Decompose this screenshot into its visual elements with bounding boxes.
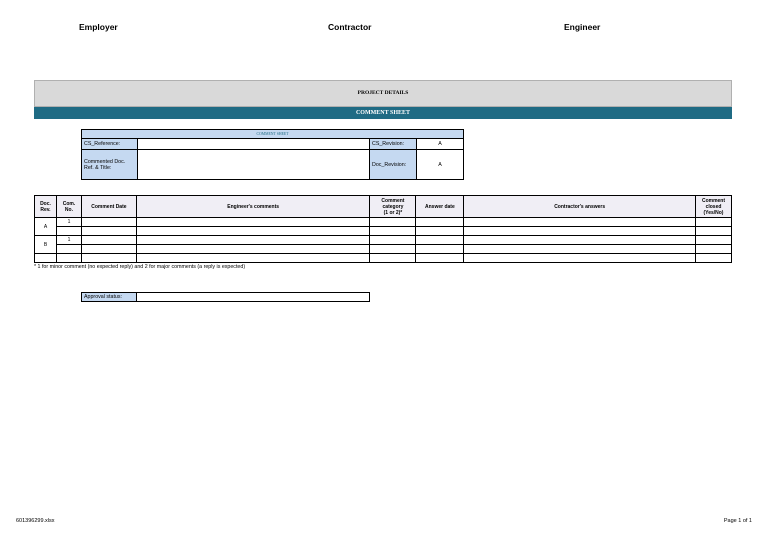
category-cell[interactable] [370,245,416,254]
table-row [35,254,732,263]
footnote: * 1 for minor comment (no expected reply) and 2 for major comments (a reply is expected) [34,264,246,270]
col-comment-category [370,196,416,218]
com-no-cell: 1 [56,236,81,245]
comment-sheet-band: COMMENT SHEET [34,107,732,119]
table-row [35,227,732,236]
cs-reference-field[interactable] [138,139,370,150]
doc-rev-header-1: Doc. [40,200,51,207]
col-engineers-comments: Engineer's comments [136,196,370,218]
col-contractors-answers: Contractor's answers [464,196,696,218]
answer-date-cell[interactable] [416,218,464,227]
contractors-answer-cell[interactable] [464,227,696,236]
com-no-header-2: No. [64,206,73,213]
contractors-answer-cell[interactable] [464,218,696,227]
table-row [35,245,732,254]
closed-cell[interactable] [695,236,731,245]
table-row [35,218,732,227]
file-name: 601396299.xlsx [16,518,55,524]
project-details-band: PROJECT DETAILS [34,80,732,107]
col-comment-closed [695,196,731,218]
contractors-answer-cell[interactable] [464,236,696,245]
com-no-cell [56,227,81,236]
closed-header-2: closed [705,203,722,210]
col-answer-date: Answer date [416,196,464,218]
doc-rev-cell: B [35,236,57,254]
com-no-cell [56,254,81,263]
category-header-1: Comment [381,197,405,204]
closed-header-3: (Yes/No) [703,209,724,216]
closed-cell[interactable] [695,218,731,227]
com-no-cell [56,245,81,254]
engineers-comment-cell[interactable] [136,218,370,227]
doc-revision-label: Doc_Revision: [370,150,417,180]
category-header-2: category [382,203,404,210]
col-doc-rev [35,196,57,218]
comment-date-cell[interactable] [81,218,136,227]
category-cell[interactable] [370,227,416,236]
commented-doc-label [82,150,138,180]
col-com-no [56,196,81,218]
commented-doc-label-line-1: Commented Doc. [84,158,126,165]
engineers-comment-cell[interactable] [136,245,370,254]
answer-date-cell[interactable] [416,236,464,245]
commented-doc-field[interactable] [138,150,370,180]
comment-sheet-info-table [81,129,464,180]
employer-header: Employer [79,22,118,32]
approval-status-label: Approval status: [82,293,137,302]
contractors-answer-cell[interactable] [464,254,696,263]
category-cell[interactable] [370,254,416,263]
cs-revision-field[interactable]: A [417,139,464,150]
answer-date-cell[interactable] [416,227,464,236]
engineers-comment-cell[interactable] [136,227,370,236]
col-comment-date: Comment Date [81,196,136,218]
category-cell[interactable] [370,218,416,227]
contractors-answer-cell[interactable] [464,245,696,254]
cs-reference-label: CS_Reference: [82,139,138,150]
commented-doc-label-line-2: Ref. & Title: [84,164,112,171]
doc-rev-cell [35,254,57,263]
approval-status-field[interactable] [137,293,370,302]
contractor-header: Contractor [328,22,372,32]
com-no-cell: 1 [56,218,81,227]
closed-cell[interactable] [695,227,731,236]
doc-rev-header-2: Rev. [40,206,51,213]
category-header-3: (1 or 2)* [383,209,403,216]
closed-header-1: Comment [701,197,726,204]
closed-cell[interactable] [695,254,731,263]
comment-date-cell[interactable] [81,227,136,236]
com-no-header-1: Com. [62,200,76,207]
closed-cell[interactable] [695,245,731,254]
cs-revision-label: CS_Revision: [370,139,417,150]
engineers-comment-cell[interactable] [136,254,370,263]
category-cell[interactable] [370,236,416,245]
doc-rev-cell: A [35,218,57,236]
page-number: Page 1 of 1 [723,518,752,524]
answer-date-cell[interactable] [416,245,464,254]
answer-date-cell[interactable] [416,254,464,263]
engineer-header: Engineer [564,22,601,32]
table-row [35,236,732,245]
info-table-caption: COMMENT SHEET [82,130,464,139]
comment-date-cell[interactable] [81,236,136,245]
engineers-comment-cell[interactable] [136,236,370,245]
approval-status-table [81,292,370,302]
comment-date-cell[interactable] [81,245,136,254]
doc-revision-field[interactable]: A [417,150,464,180]
comment-date-cell[interactable] [81,254,136,263]
comments-grid [34,195,732,263]
